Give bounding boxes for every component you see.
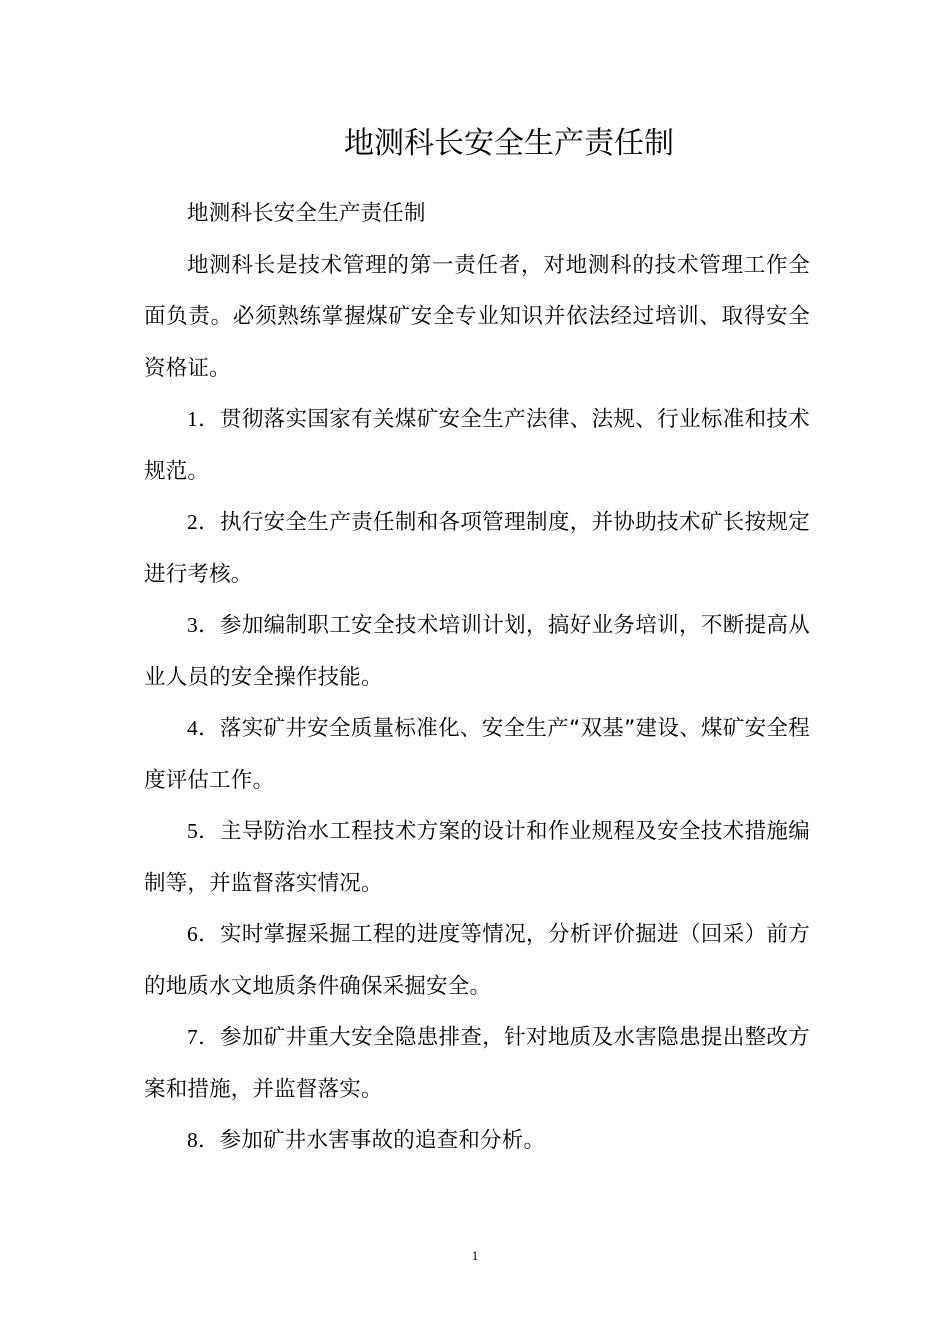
item-text: 执行安全生产责任制和各项管理制度，并协助技术矿长按规定进行考核。 — [144, 510, 810, 587]
item-number: 5． — [187, 819, 220, 843]
list-item — [144, 1115, 810, 1167]
item-number: 8． — [187, 1128, 220, 1152]
document-body — [144, 188, 810, 1167]
item-number: 6． — [187, 922, 220, 946]
intro-paragraph: 地测科长是技术管理的第一责任者，对地测科的技术管理工作全面负责。必须熟练掌握煤矿安全专业知识并依法经过培训、取得安全资格证。 — [144, 252, 810, 381]
item-number: 7． — [187, 1025, 220, 1049]
subtitle-paragraph: 地测科长安全生产责任制 — [187, 201, 426, 226]
document-title: 地测科长安全生产责任制 — [344, 126, 674, 161]
item-text: 主导防治水工程技术方案的设计和作业规程及安全技术措施编制等，并监督落实情况。 — [144, 819, 810, 896]
item-text: 参加编制职工安全技术培训计划，搞好业务培训，不断提高从业人员的安全操作技能。 — [144, 613, 810, 690]
list-item — [144, 703, 810, 806]
item-text: 贯彻落实国家有关煤矿安全生产法律、法规、行业标准和技术规范。 — [144, 407, 810, 484]
list-item — [144, 394, 810, 497]
page-number: 1 — [471, 1248, 479, 1263]
list-item — [144, 1012, 810, 1115]
item-text: 参加矿井水害事故的追查和分析。 — [219, 1128, 546, 1153]
item-number: 1． — [187, 407, 220, 431]
item-number: 4． — [187, 716, 220, 740]
list-item — [144, 806, 810, 909]
item-text: 参加矿井重大安全隐患排查，针对地质及水害隐患提出整改方案和措施，并监督落实。 — [144, 1025, 810, 1102]
list-item — [144, 497, 810, 600]
item-number: 2． — [187, 510, 220, 534]
item-text: 落实矿井安全质量标准化、安全生产“双基”建设、煤矿安全程度评估工作。 — [144, 716, 810, 793]
item-number: 3． — [187, 613, 220, 637]
list-item — [144, 600, 810, 703]
list-item — [144, 909, 810, 1012]
item-text: 实时掌握采掘工程的进度等情况，分析评价掘进（回采）前方的地质水文地质条件确保采掘安全。 — [144, 922, 810, 999]
